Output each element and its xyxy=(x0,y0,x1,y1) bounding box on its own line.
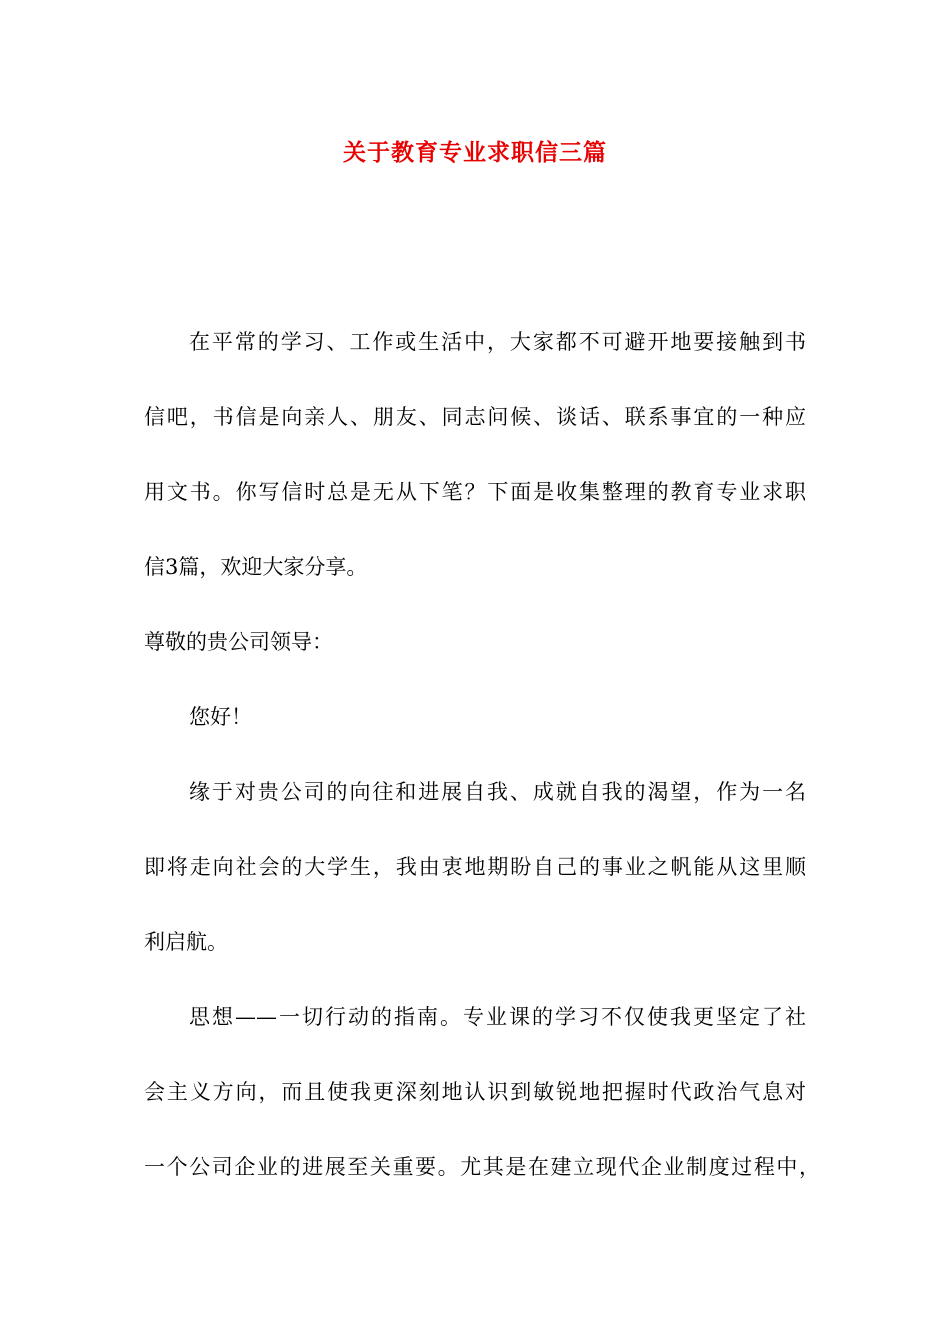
paragraph-line: 即将走向社会的大学生，我由衷地期盼自己的事业之帆能从这里顺 xyxy=(144,855,806,879)
paragraph-line: 在平常的学习、工作或生活中，大家都不可避开地要接触到书 xyxy=(189,330,806,354)
paragraph-line: 会主义方向，而且使我更深刻地认识到敏锐地把握时代政治气息对 xyxy=(144,1080,806,1104)
paragraph-line: 利启航。 xyxy=(144,930,228,954)
paragraph-line: 思想——一切行动的指南。专业课的学习不仅使我更坚定了社 xyxy=(189,1005,806,1029)
greeting: 您好！ xyxy=(189,705,252,729)
paragraph-line: 一个公司企业的进展至关重要。尤其是在建立现代企业制度过程中， xyxy=(144,1155,820,1179)
document-title: 关于教育专业求职信三篇 xyxy=(343,139,607,166)
paragraph-line: 信吧，书信是向亲人、朋友、同志问候、谈话、联系事宜的一种应 xyxy=(144,405,806,429)
paragraph-line: 信3篇，欢迎大家分享。 xyxy=(144,555,368,579)
paragraph-line: 缘于对贵公司的向往和进展自我、成就自我的渴望，作为一名 xyxy=(189,780,806,804)
paragraph-line: 用文书。你写信时总是无从下笔？下面是收集整理的教育专业求职 xyxy=(144,480,806,504)
salutation: 尊敬的贵公司领导： xyxy=(144,630,333,654)
